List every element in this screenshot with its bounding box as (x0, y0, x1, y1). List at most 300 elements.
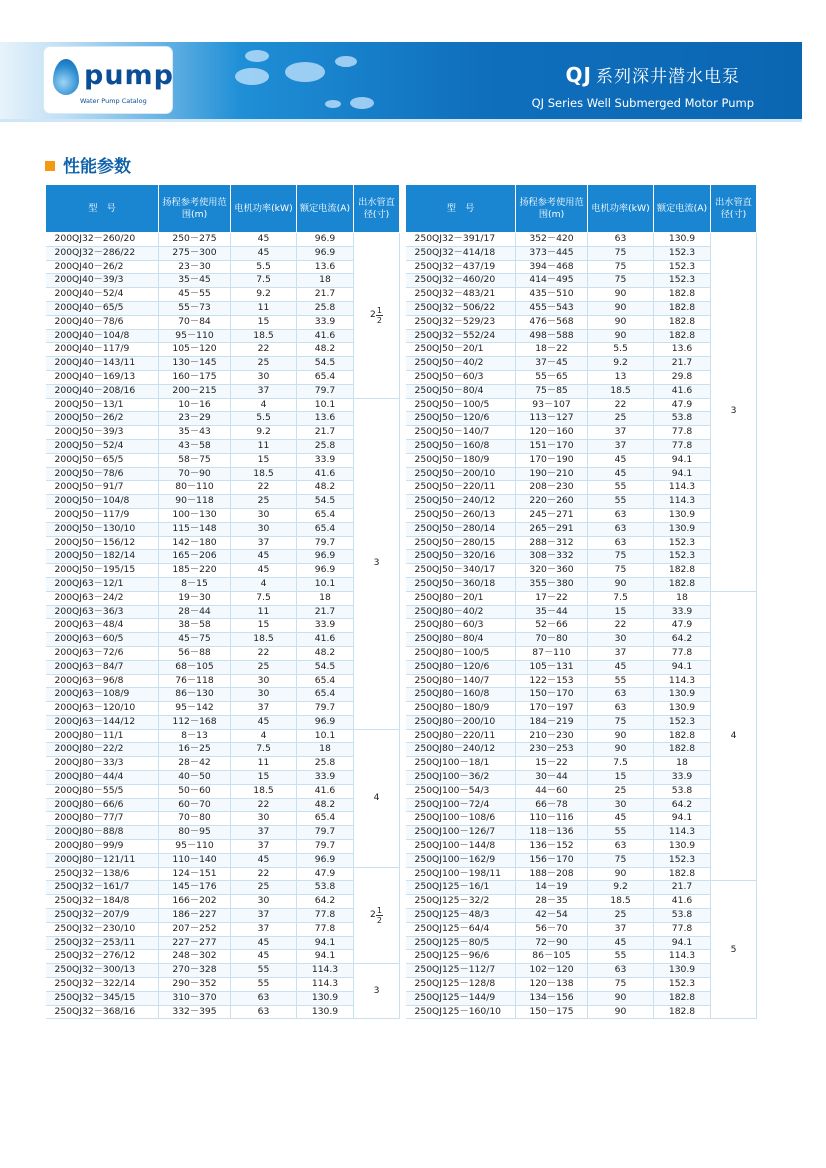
current-cell: 182.8 (654, 1005, 711, 1019)
table-row (406, 757, 757, 771)
power-cell: 22 (231, 343, 297, 357)
table-row (406, 853, 757, 867)
table-header (406, 185, 757, 233)
current-cell: 18 (654, 591, 711, 605)
head-range-cell: 120－138 (516, 978, 588, 992)
current-cell: 182.8 (654, 729, 711, 743)
table-row (46, 674, 400, 688)
power-cell: 45 (231, 853, 297, 867)
current-cell: 54.5 (297, 660, 354, 674)
head-range-cell: 93－107 (516, 398, 588, 412)
model-cell: 200QJ50－182/14 (46, 550, 159, 564)
model-cell: 200QJ63－84/7 (46, 660, 159, 674)
current-cell: 130.9 (654, 688, 711, 702)
model-cell: 250QJ50－220/11 (406, 481, 516, 495)
model-cell: 200QJ63－24/2 (46, 591, 159, 605)
current-cell: 114.3 (654, 950, 711, 964)
power-cell: 45 (588, 936, 654, 950)
model-cell: 250QJ100－162/9 (406, 853, 516, 867)
model-cell: 250QJ32－184/8 (46, 895, 159, 909)
head-range-cell: 86－130 (159, 688, 231, 702)
head-range-cell: 95－142 (159, 702, 231, 716)
current-cell: 114.3 (654, 674, 711, 688)
current-cell: 21.7 (297, 426, 354, 440)
current-cell: 41.6 (297, 329, 354, 343)
table-row (46, 950, 400, 964)
head-range-cell: 320－360 (516, 564, 588, 578)
power-cell: 30 (231, 370, 297, 384)
power-cell: 30 (588, 798, 654, 812)
col-head-range: 扬程参考使用范围(m) (516, 185, 588, 233)
table-row (406, 536, 757, 550)
col-current: 额定电流(A) (297, 185, 354, 233)
head-range-cell: 23－30 (159, 260, 231, 274)
power-cell: 18.5 (231, 329, 297, 343)
head-range-cell: 165－206 (159, 550, 231, 564)
model-cell: 200QJ40－78/6 (46, 315, 159, 329)
table-row (406, 315, 757, 329)
dia-denominator: 2 (376, 915, 382, 925)
head-range-cell: 90－118 (159, 495, 231, 509)
current-cell: 41.6 (297, 784, 354, 798)
table-row (406, 798, 757, 812)
power-cell: 55 (231, 978, 297, 992)
table-row (406, 978, 757, 992)
head-range-cell: 102－120 (516, 964, 588, 978)
power-cell: 63 (231, 1005, 297, 1019)
head-range-cell: 134－156 (516, 991, 588, 1005)
table-row (406, 840, 757, 854)
current-cell: 33.9 (654, 605, 711, 619)
model-cell: 250QJ32－552/24 (406, 329, 516, 343)
table-row (406, 964, 757, 978)
current-cell: 182.8 (654, 329, 711, 343)
model-cell: 200QJ80－22/2 (46, 743, 159, 757)
current-cell: 65.4 (297, 508, 354, 522)
title-cn-text: 系列深井潜水电泵 (596, 67, 740, 87)
power-cell: 22 (231, 481, 297, 495)
dia-fraction (376, 906, 383, 925)
head-range-cell: 37－45 (516, 357, 588, 371)
power-cell: 45 (231, 550, 297, 564)
model-cell: 200QJ50－13/1 (46, 398, 159, 412)
power-cell: 37 (231, 384, 297, 398)
head-range-cell: 230－253 (516, 743, 588, 757)
power-cell: 45 (588, 467, 654, 481)
power-cell: 90 (588, 577, 654, 591)
current-cell: 152.3 (654, 715, 711, 729)
power-cell: 5.5 (231, 260, 297, 274)
power-cell: 63 (588, 702, 654, 716)
table-row (406, 674, 757, 688)
table-row (406, 826, 757, 840)
head-range-cell: 250－275 (159, 233, 231, 247)
current-cell: 10.1 (297, 577, 354, 591)
model-cell: 200QJ63－108/9 (46, 688, 159, 702)
current-cell: 114.3 (297, 964, 354, 978)
table-row (46, 633, 400, 647)
model-cell: 250QJ125－96/6 (406, 950, 516, 964)
table-row (46, 881, 400, 895)
model-cell: 250QJ32－483/21 (406, 288, 516, 302)
head-range-cell: 156－170 (516, 853, 588, 867)
model-cell: 200QJ50－156/12 (46, 536, 159, 550)
power-cell: 45 (588, 453, 654, 467)
model-cell: 250QJ100－36/2 (406, 771, 516, 785)
table-row (406, 384, 757, 398)
table-row (406, 246, 757, 260)
power-cell: 7.5 (588, 757, 654, 771)
table-row (46, 660, 400, 674)
table-row (406, 591, 757, 605)
current-cell: 130.9 (654, 840, 711, 854)
head-range-cell: 150－175 (516, 1005, 588, 1019)
current-cell: 182.8 (654, 315, 711, 329)
model-cell: 200QJ63－120/10 (46, 702, 159, 716)
head-range-cell: 70－80 (159, 812, 231, 826)
performance-table-left (45, 184, 400, 1019)
power-cell: 25 (231, 357, 297, 371)
head-range-cell: 55－73 (159, 301, 231, 315)
model-cell: 200QJ80－55/5 (46, 784, 159, 798)
head-range-cell: 265－291 (516, 522, 588, 536)
power-cell: 37 (231, 922, 297, 936)
current-cell: 94.1 (654, 453, 711, 467)
table-row (46, 288, 400, 302)
outlet-diameter-cell: 3 (711, 233, 757, 592)
head-range-cell: 23－29 (159, 412, 231, 426)
model-cell: 200QJ32－286/22 (46, 246, 159, 260)
head-range-cell: 35－45 (159, 274, 231, 288)
table-row (46, 439, 400, 453)
table-row (46, 522, 400, 536)
head-range-cell: 10－16 (159, 398, 231, 412)
current-cell: 94.1 (297, 936, 354, 950)
current-cell: 182.8 (654, 564, 711, 578)
current-cell: 47.9 (654, 398, 711, 412)
current-cell: 130.9 (654, 702, 711, 716)
decor-bubble (285, 62, 325, 82)
table-row (406, 784, 757, 798)
table-row (46, 591, 400, 605)
table-row (406, 660, 757, 674)
model-cell: 250QJ80－20/1 (406, 591, 516, 605)
power-cell: 55 (588, 495, 654, 509)
model-cell: 250QJ32－276/12 (46, 950, 159, 964)
current-cell: 94.1 (654, 936, 711, 950)
model-cell: 250QJ50－240/12 (406, 495, 516, 509)
table-row (406, 233, 757, 247)
current-cell: 48.2 (297, 343, 354, 357)
head-range-cell: 72－90 (516, 936, 588, 950)
power-cell: 75 (588, 274, 654, 288)
head-range-cell: 170－197 (516, 702, 588, 716)
head-range-cell: 50－60 (159, 784, 231, 798)
power-cell: 90 (588, 1005, 654, 1019)
power-cell: 7.5 (588, 591, 654, 605)
power-cell: 63 (588, 688, 654, 702)
head-range-cell: 100－130 (159, 508, 231, 522)
catalog-title-cn (566, 62, 740, 87)
power-cell: 63 (588, 508, 654, 522)
banner-strip (0, 119, 802, 122)
table-row (46, 564, 400, 578)
table-row (46, 412, 400, 426)
head-range-cell: 136－152 (516, 840, 588, 854)
model-cell: 250QJ32－161/7 (46, 881, 159, 895)
model-cell: 250QJ50－340/17 (406, 564, 516, 578)
table-row (46, 301, 400, 315)
power-cell: 63 (588, 536, 654, 550)
head-range-cell: 332－395 (159, 1005, 231, 1019)
table-row (406, 398, 757, 412)
table-row (46, 771, 400, 785)
logo-subtitle: Water Pump Catalog (80, 97, 147, 105)
dia-whole: 2 (370, 308, 376, 320)
table-row (406, 564, 757, 578)
table-row (406, 481, 757, 495)
power-cell: 9.2 (231, 426, 297, 440)
model-cell: 250QJ125－16/1 (406, 881, 516, 895)
power-cell: 75 (588, 853, 654, 867)
model-cell: 250QJ125－128/8 (406, 978, 516, 992)
table-row (406, 439, 757, 453)
current-cell: 152.3 (654, 550, 711, 564)
model-cell: 250QJ80－100/5 (406, 646, 516, 660)
model-cell: 250QJ125－160/10 (406, 1005, 516, 1019)
table-row (46, 495, 400, 509)
current-cell: 79.7 (297, 840, 354, 854)
head-range-cell: 87－110 (516, 646, 588, 660)
model-cell: 250QJ50－200/10 (406, 467, 516, 481)
head-range-cell: 185－220 (159, 564, 231, 578)
model-cell: 250QJ32－322/14 (46, 978, 159, 992)
current-cell: 152.3 (654, 274, 711, 288)
head-range-cell: 75－85 (516, 384, 588, 398)
current-cell: 53.8 (654, 412, 711, 426)
head-range-cell: 76－118 (159, 674, 231, 688)
model-cell: 200QJ40－117/9 (46, 343, 159, 357)
head-range-cell: 145－176 (159, 881, 231, 895)
table-row (406, 1005, 757, 1019)
power-cell: 37 (588, 646, 654, 660)
current-cell: 77.8 (654, 426, 711, 440)
model-cell: 200QJ80－121/11 (46, 853, 159, 867)
power-cell: 90 (588, 729, 654, 743)
table-row (46, 274, 400, 288)
model-cell: 200QJ50－117/9 (46, 508, 159, 522)
head-range-cell: 308－332 (516, 550, 588, 564)
dia-fraction (376, 306, 383, 325)
head-range-cell: 8－15 (159, 577, 231, 591)
model-cell: 250QJ50－60/3 (406, 370, 516, 384)
head-range-cell: 394－468 (516, 260, 588, 274)
current-cell: 64.2 (297, 895, 354, 909)
current-cell: 94.1 (654, 812, 711, 826)
head-range-cell: 122－153 (516, 674, 588, 688)
current-cell: 25.8 (297, 757, 354, 771)
model-cell: 250QJ32－230/10 (46, 922, 159, 936)
outlet-diameter-cell (354, 867, 400, 964)
table-row (46, 688, 400, 702)
power-cell: 9.2 (588, 881, 654, 895)
power-cell: 90 (588, 743, 654, 757)
head-range-cell: 52－66 (516, 619, 588, 633)
current-cell: 53.8 (654, 909, 711, 923)
current-cell: 25.8 (297, 301, 354, 315)
table-row (406, 495, 757, 509)
head-range-cell: 28－35 (516, 895, 588, 909)
table-row (406, 867, 757, 881)
table-row (46, 246, 400, 260)
head-range-cell: 310－370 (159, 991, 231, 1005)
power-cell: 4 (231, 577, 297, 591)
model-cell: 250QJ80－140/7 (406, 674, 516, 688)
head-range-cell: 66－78 (516, 798, 588, 812)
power-cell: 11 (231, 301, 297, 315)
head-range-cell: 414－495 (516, 274, 588, 288)
power-cell: 63 (588, 233, 654, 247)
head-range-cell: 248－302 (159, 950, 231, 964)
table-row (406, 771, 757, 785)
power-cell: 45 (231, 715, 297, 729)
current-cell: 77.8 (297, 922, 354, 936)
table-row (46, 453, 400, 467)
current-cell: 18 (297, 591, 354, 605)
power-cell: 75 (588, 550, 654, 564)
current-cell: 18 (297, 274, 354, 288)
current-cell: 96.9 (297, 246, 354, 260)
current-cell: 41.6 (297, 633, 354, 647)
col-current: 额定电流(A) (654, 185, 711, 233)
power-cell: 7.5 (231, 274, 297, 288)
head-range-cell: 270－328 (159, 964, 231, 978)
table-row (406, 343, 757, 357)
head-range-cell: 95－110 (159, 329, 231, 343)
dia-whole: 2 (370, 909, 376, 921)
power-cell: 22 (231, 646, 297, 660)
power-cell: 30 (231, 508, 297, 522)
head-range-cell: 455－543 (516, 301, 588, 315)
current-cell: 96.9 (297, 550, 354, 564)
current-cell: 152.3 (654, 853, 711, 867)
current-cell: 10.1 (297, 398, 354, 412)
table-row (46, 233, 400, 247)
decor-bubble (350, 97, 374, 109)
power-cell: 30 (231, 895, 297, 909)
current-cell: 18 (654, 757, 711, 771)
head-range-cell: 373－445 (516, 246, 588, 260)
model-cell: 200QJ40－208/16 (46, 384, 159, 398)
table-row (46, 605, 400, 619)
decor-bubble (235, 68, 269, 85)
current-cell: 54.5 (297, 357, 354, 371)
power-cell: 37 (231, 826, 297, 840)
power-cell: 22 (231, 867, 297, 881)
model-cell: 200QJ50－52/4 (46, 439, 159, 453)
table-row (406, 729, 757, 743)
power-cell: 22 (231, 798, 297, 812)
section-square-icon (45, 161, 55, 171)
model-cell: 200QJ40－143/11 (46, 357, 159, 371)
head-range-cell: 16－25 (159, 743, 231, 757)
table-row (46, 550, 400, 564)
table-row (46, 384, 400, 398)
power-cell: 37 (231, 536, 297, 550)
table-row (46, 757, 400, 771)
col-outlet-diameter: 出水管直径(寸) (354, 185, 400, 233)
head-range-cell: 275－300 (159, 246, 231, 260)
head-range-cell: 110－116 (516, 812, 588, 826)
model-cell: 250QJ80－160/8 (406, 688, 516, 702)
current-cell: 152.3 (654, 978, 711, 992)
current-cell: 21.7 (297, 605, 354, 619)
head-range-cell: 160－175 (159, 370, 231, 384)
current-cell: 41.6 (654, 895, 711, 909)
power-cell: 75 (588, 715, 654, 729)
model-cell: 200QJ40－26/2 (46, 260, 159, 274)
table-row (406, 329, 757, 343)
model-cell: 250QJ32－391/17 (406, 233, 516, 247)
col-head-range: 扬程参考使用范围(m) (159, 185, 231, 233)
current-cell: 53.8 (654, 784, 711, 798)
table-row (406, 881, 757, 895)
current-cell: 114.3 (654, 481, 711, 495)
model-cell: 200QJ80－77/7 (46, 812, 159, 826)
table-row (46, 840, 400, 854)
power-cell: 25 (588, 909, 654, 923)
head-range-cell: 352－420 (516, 233, 588, 247)
model-cell: 200QJ50－104/8 (46, 495, 159, 509)
table-row (406, 812, 757, 826)
power-cell: 90 (588, 301, 654, 315)
current-cell: 33.9 (654, 771, 711, 785)
head-range-cell: 43－58 (159, 439, 231, 453)
table-row (46, 536, 400, 550)
decor-bubble (245, 50, 269, 62)
model-cell: 250QJ32－138/6 (46, 867, 159, 881)
model-cell: 200QJ40－104/8 (46, 329, 159, 343)
current-cell: 96.9 (297, 853, 354, 867)
model-cell: 250QJ50－280/15 (406, 536, 516, 550)
current-cell: 13.6 (654, 343, 711, 357)
current-cell: 130.9 (654, 964, 711, 978)
table-row (406, 991, 757, 1005)
model-cell: 200QJ50－195/15 (46, 564, 159, 578)
model-cell: 250QJ32－460/20 (406, 274, 516, 288)
head-range-cell: 105－131 (516, 660, 588, 674)
head-range-cell: 208－230 (516, 481, 588, 495)
head-range-cell: 151－170 (516, 439, 588, 453)
power-cell: 75 (588, 260, 654, 274)
head-range-cell: 14－19 (516, 881, 588, 895)
current-cell: 13.6 (297, 260, 354, 274)
table-row (406, 522, 757, 536)
model-cell: 250QJ125－112/7 (406, 964, 516, 978)
table-row (406, 633, 757, 647)
power-cell: 25 (231, 660, 297, 674)
table-row (46, 260, 400, 274)
power-cell: 15 (588, 605, 654, 619)
table-row (46, 729, 400, 743)
power-cell: 18.5 (231, 467, 297, 481)
table-row (46, 922, 400, 936)
table-row (406, 467, 757, 481)
table-header (46, 185, 400, 233)
table-row (46, 426, 400, 440)
power-cell: 45 (588, 660, 654, 674)
model-cell: 250QJ50－80/4 (406, 384, 516, 398)
